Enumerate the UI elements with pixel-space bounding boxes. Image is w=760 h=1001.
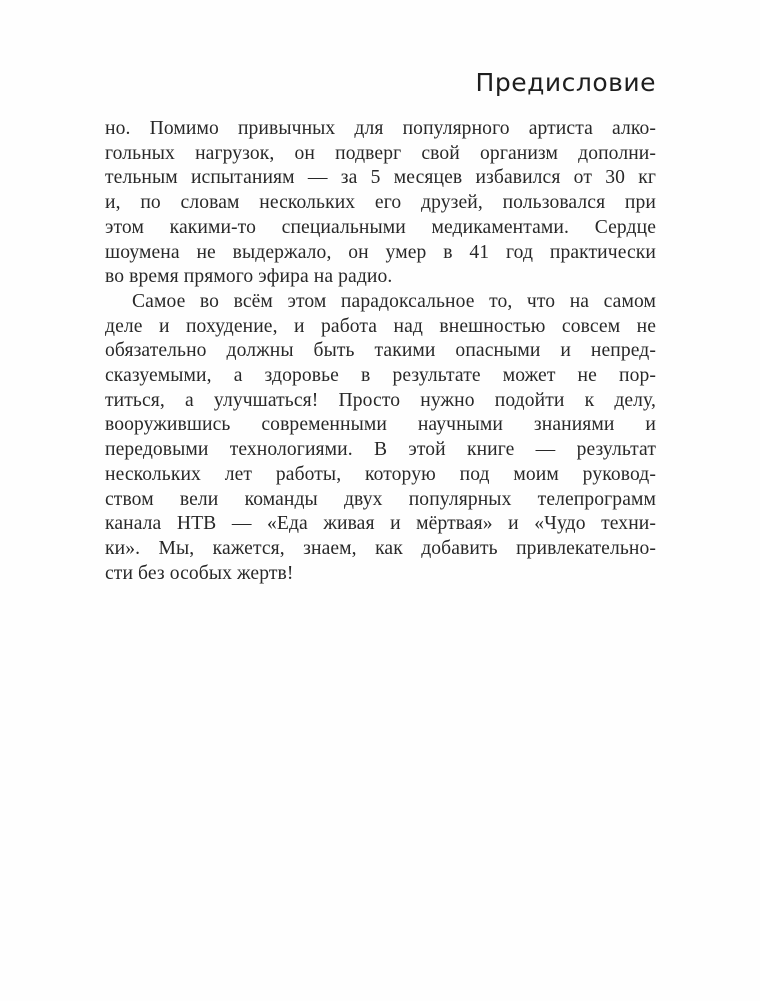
text-line: Самое во всём этом парадоксальное то, что на самом: [132, 290, 656, 312]
text-line: канала НТВ — «Еда живая и мёртвая» и «Чудо техни-: [105, 513, 656, 535]
text-line: вооружившись современными научными знаниями и: [105, 414, 656, 436]
page-body: [105, 117, 656, 586]
text-line: ки». Мы, кажется, знаем, как добавить привлекательно-: [105, 537, 656, 559]
chapter-title: Предисловие: [475, 68, 656, 97]
text-line: во время прямого эфира на радио.: [105, 266, 393, 288]
text-line: сказуемыми, а здоровье в результате может не пор-: [105, 365, 656, 387]
paragraph-1: [105, 117, 656, 290]
text-line: нескольких лет работы, которую под моим руковод-: [105, 463, 656, 485]
text-line: и, по словам нескольких его друзей, пользовался при: [105, 192, 656, 214]
text-line: шоумена не выдержало, он умер в 41 год практически: [105, 241, 656, 263]
paragraph-2: [105, 290, 656, 586]
text-line: передовыми технологиями. В этой книге — результат: [105, 439, 656, 461]
text-line: сти без особых жертв!: [105, 562, 294, 584]
text-line: титься, а улучшаться! Просто нужно подойти к делу,: [105, 389, 656, 411]
text-line: гольных нагрузок, он подверг свой организм дополни-: [105, 142, 656, 164]
text-line: этом какими-то специальными медикаментами. Сердце: [105, 216, 656, 238]
text-line: деле и похудение, и работа над внешностью совсем не: [105, 315, 656, 337]
text-line: но. Помимо привычных для популярного артиста алко-: [105, 118, 656, 139]
text-line: тельным испытаниям — за 5 месяцев избавился от 30 кг: [105, 167, 656, 189]
text-line: ством вели команды двух популярных телепрограмм: [105, 488, 656, 510]
text-line: обязательно должны быть такими опасными и непред-: [105, 340, 656, 362]
